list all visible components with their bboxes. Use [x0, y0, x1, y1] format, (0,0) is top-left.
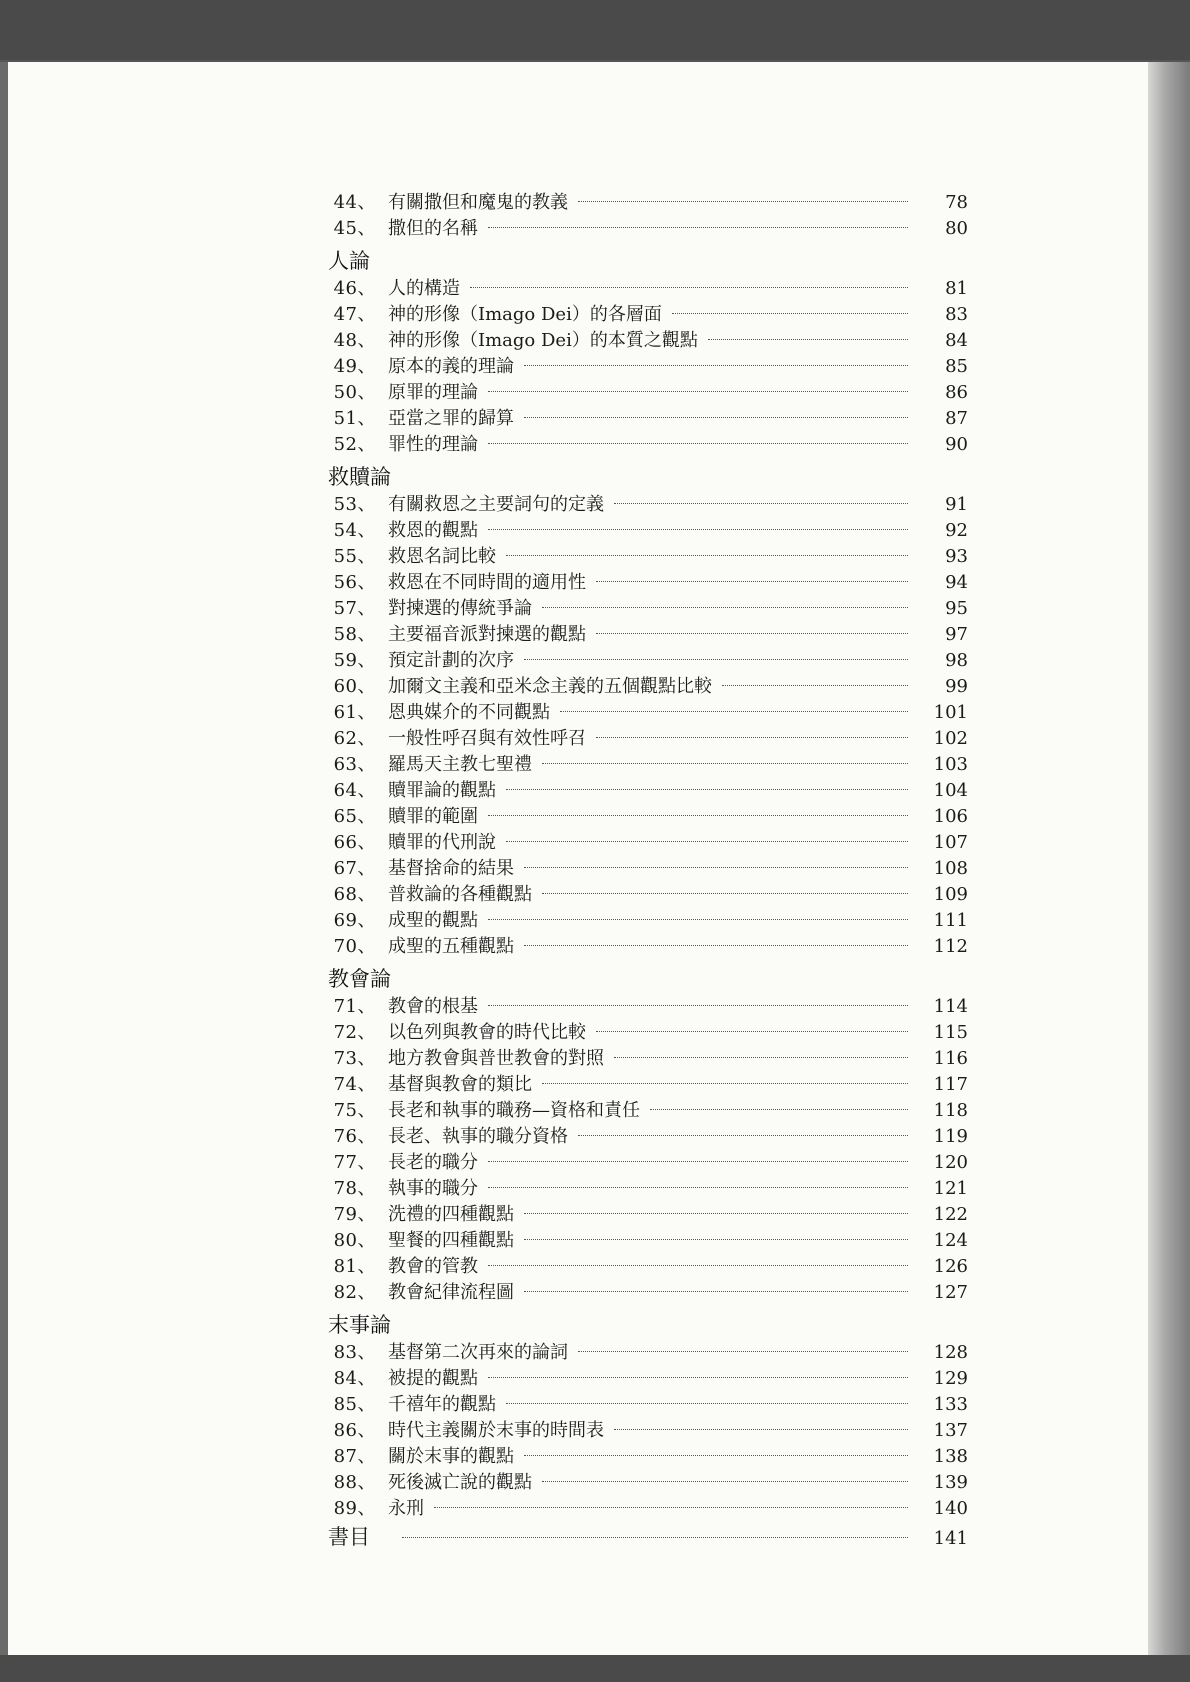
- entry-number: 75、: [333, 1100, 376, 1121]
- entry-title: 有關救恩之主要詞句的定義: [388, 494, 604, 515]
- entry-title: 撒但的名稱: [388, 218, 478, 239]
- entry-title: 教會的管教: [388, 1256, 478, 1277]
- entry-page-number: 106: [933, 806, 968, 827]
- toc-entry: [318, 994, 968, 1020]
- entry-number: 46、: [333, 278, 376, 299]
- section-heading: 人論: [328, 249, 370, 273]
- toc-entry: [318, 406, 968, 432]
- dot-leader: [506, 789, 908, 790]
- entry-title: 以色列與教會的時代比較: [388, 1022, 586, 1043]
- entry-page-number: 87: [945, 408, 968, 429]
- entry-title: 神的形像（Imago Dei）的本質之觀點: [388, 330, 698, 351]
- entry-title: 原罪的理論: [388, 382, 478, 403]
- dot-leader: [524, 365, 908, 366]
- toc-entry: [318, 518, 968, 544]
- toc-entry: [318, 1340, 968, 1366]
- toc-entry: [318, 596, 968, 622]
- entry-page-number: 126: [933, 1256, 968, 1277]
- entry-page-number: 115: [933, 1022, 968, 1043]
- dot-leader: [578, 201, 908, 202]
- dot-leader: [524, 1239, 908, 1240]
- entry-title: 死後滅亡說的觀點: [388, 1472, 532, 1493]
- scan-background-bottom: [0, 1655, 1190, 1682]
- toc-entry: [318, 1418, 968, 1444]
- toc-entry: [318, 216, 968, 242]
- entry-number: 55、: [333, 546, 376, 567]
- entry-number: 54、: [333, 520, 376, 541]
- entry-number: 72、: [333, 1022, 376, 1043]
- dot-leader: [488, 227, 908, 228]
- entry-page-number: 78: [945, 192, 968, 213]
- dot-leader: [614, 1429, 908, 1430]
- toc-entry: [318, 700, 968, 726]
- entry-title: 恩典媒介的不同觀點: [388, 702, 550, 723]
- entry-number: 82、: [333, 1282, 376, 1303]
- dot-leader: [488, 1265, 908, 1266]
- entry-title: 贖罪論的觀點: [388, 780, 496, 801]
- toc-entry: [318, 1176, 968, 1202]
- entry-title: 教會紀律流程圖: [388, 1282, 514, 1303]
- dot-leader: [542, 1481, 908, 1482]
- entry-number: 84、: [333, 1368, 376, 1389]
- dot-leader: [542, 607, 908, 608]
- entry-title: 加爾文主義和亞米念主義的五個觀點比較: [388, 676, 712, 697]
- bibliography-title: 書目: [328, 1525, 370, 1549]
- entry-number: 60、: [333, 676, 376, 697]
- entry-page-number: 109: [933, 884, 968, 905]
- entry-title: 長老和執事的職務—資格和責任: [388, 1100, 640, 1121]
- entry-number: 56、: [333, 572, 376, 593]
- entry-number: 89、: [333, 1498, 376, 1519]
- toc-entry: [318, 1150, 968, 1176]
- entry-title: 關於末事的觀點: [388, 1446, 514, 1467]
- toc-entry: [318, 380, 968, 406]
- toc-entry: [318, 1392, 968, 1418]
- dot-leader: [488, 1187, 908, 1188]
- entry-page-number: 102: [933, 728, 968, 749]
- dot-leader: [506, 1403, 908, 1404]
- dot-leader: [708, 339, 908, 340]
- entry-number: 48、: [333, 330, 376, 351]
- dot-leader: [402, 1537, 908, 1538]
- entry-page-number: 128: [933, 1342, 968, 1363]
- toc-entry: [318, 570, 968, 596]
- toc-entry: [318, 830, 968, 856]
- entry-title: 有關撒但和魔鬼的教義: [388, 192, 568, 213]
- entry-title: 成聖的觀點: [388, 910, 478, 931]
- entry-number: 51、: [333, 408, 376, 429]
- dot-leader: [488, 443, 908, 444]
- entry-number: 77、: [333, 1152, 376, 1173]
- toc-entry: [318, 1202, 968, 1228]
- toc-entry: [318, 1254, 968, 1280]
- entry-number: 47、: [333, 304, 376, 325]
- entry-page-number: 83: [945, 304, 968, 325]
- entry-title: 教會的根基: [388, 996, 478, 1017]
- entry-page-number: 140: [933, 1498, 968, 1519]
- bibliography-page-number: 141: [933, 1528, 968, 1549]
- table-of-contents: [318, 190, 968, 1552]
- entry-number: 65、: [333, 806, 376, 827]
- dot-leader: [578, 1351, 908, 1352]
- entry-page-number: 111: [933, 910, 968, 931]
- entry-page-number: 121: [933, 1178, 968, 1199]
- entry-number: 45、: [333, 218, 376, 239]
- dot-leader: [614, 503, 908, 504]
- toc-entry: [318, 882, 968, 908]
- entry-page-number: 95: [945, 598, 968, 619]
- toc-entry: [318, 726, 968, 752]
- entry-number: 67、: [333, 858, 376, 879]
- entry-title: 救恩在不同時間的適用性: [388, 572, 586, 593]
- entry-page-number: 80: [945, 218, 968, 239]
- entry-page-number: 93: [945, 546, 968, 567]
- dot-leader: [524, 659, 908, 660]
- toc-entry-bibliography: [318, 1522, 968, 1552]
- dot-leader: [542, 893, 908, 894]
- entry-number: 49、: [333, 356, 376, 377]
- section-heading: 教會論: [328, 967, 391, 991]
- entry-page-number: 97: [945, 624, 968, 645]
- entry-number: 86、: [333, 1420, 376, 1441]
- dot-leader: [542, 1083, 908, 1084]
- entry-page-number: 103: [933, 754, 968, 775]
- dot-leader: [650, 1109, 908, 1110]
- entry-page-number: 104: [933, 780, 968, 801]
- entry-page-number: 117: [933, 1074, 968, 1095]
- entry-number: 70、: [333, 936, 376, 957]
- scan-background-left: [0, 62, 8, 1657]
- entry-number: 58、: [333, 624, 376, 645]
- entry-title: 罪性的理論: [388, 434, 478, 455]
- dot-leader: [524, 1291, 908, 1292]
- entry-number: 71、: [333, 996, 376, 1017]
- entry-number: 81、: [333, 1256, 376, 1277]
- dot-leader: [524, 1455, 908, 1456]
- toc-entry: [318, 1098, 968, 1124]
- section-heading: 救贖論: [328, 465, 391, 489]
- toc-entry: [318, 1124, 968, 1150]
- entry-number: 53、: [333, 494, 376, 515]
- entry-page-number: 124: [933, 1230, 968, 1251]
- dot-leader: [488, 1005, 908, 1006]
- entry-title: 聖餐的四種觀點: [388, 1230, 514, 1251]
- entry-title: 千禧年的觀點: [388, 1394, 496, 1415]
- entry-page-number: 84: [945, 330, 968, 351]
- entry-page-number: 91: [945, 494, 968, 515]
- entry-page-number: 108: [933, 858, 968, 879]
- toc-entry: [318, 752, 968, 778]
- entry-number: 69、: [333, 910, 376, 931]
- toc-entry: [318, 302, 968, 328]
- entry-page-number: 122: [933, 1204, 968, 1225]
- entry-page-number: 127: [933, 1282, 968, 1303]
- entry-number: 73、: [333, 1048, 376, 1069]
- entry-title: 基督第二次再來的論詞: [388, 1342, 568, 1363]
- entry-number: 62、: [333, 728, 376, 749]
- scan-background-top: [0, 0, 1190, 60]
- entry-title: 成聖的五種觀點: [388, 936, 514, 957]
- entry-number: 64、: [333, 780, 376, 801]
- dot-leader: [488, 1377, 908, 1378]
- entry-page-number: 138: [933, 1446, 968, 1467]
- entry-title: 永刑: [388, 1498, 424, 1519]
- dot-leader: [488, 529, 908, 530]
- entry-page-number: 94: [945, 572, 968, 593]
- dot-leader: [614, 1057, 908, 1058]
- entry-title: 對揀選的傳統爭論: [388, 598, 532, 619]
- toc-entry: [318, 908, 968, 934]
- entry-page-number: 129: [933, 1368, 968, 1389]
- toc-entry: [318, 328, 968, 354]
- entry-title: 救恩名詞比較: [388, 546, 496, 567]
- entry-title: 羅馬天主教七聖禮: [388, 754, 532, 775]
- toc-entry: [318, 1020, 968, 1046]
- entry-number: 80、: [333, 1230, 376, 1251]
- toc-entry: [318, 1228, 968, 1254]
- entry-number: 74、: [333, 1074, 376, 1095]
- toc-entry: [318, 432, 968, 458]
- toc-entry: [318, 354, 968, 380]
- entry-page-number: 139: [933, 1472, 968, 1493]
- dot-leader: [488, 815, 908, 816]
- entry-page-number: 101: [933, 702, 968, 723]
- dot-leader: [524, 417, 908, 418]
- entry-page-number: 98: [945, 650, 968, 671]
- toc-entry: [318, 190, 968, 216]
- entry-number: 66、: [333, 832, 376, 853]
- dot-leader: [506, 555, 908, 556]
- entry-title: 人的構造: [388, 278, 460, 299]
- entry-number: 88、: [333, 1472, 376, 1493]
- entry-title: 洗禮的四種觀點: [388, 1204, 514, 1225]
- entry-number: 52、: [333, 434, 376, 455]
- entry-number: 78、: [333, 1178, 376, 1199]
- dot-leader: [488, 1161, 908, 1162]
- entry-page-number: 81: [945, 278, 968, 299]
- entry-number: 44、: [333, 192, 376, 213]
- entry-page-number: 112: [933, 936, 968, 957]
- entry-title: 執事的職分: [388, 1178, 478, 1199]
- toc-entry: [318, 622, 968, 648]
- entry-number: 61、: [333, 702, 376, 723]
- page-edge-shadow: [1148, 62, 1190, 1662]
- entry-page-number: 107: [933, 832, 968, 853]
- entry-title: 原本的義的理論: [388, 356, 514, 377]
- entry-title: 贖罪的代刑說: [388, 832, 496, 853]
- dot-leader: [524, 1213, 908, 1214]
- entry-title: 一般性呼召與有效性呼召: [388, 728, 586, 749]
- entry-number: 85、: [333, 1394, 376, 1415]
- toc-entry: [318, 1280, 968, 1306]
- dot-leader: [470, 287, 908, 288]
- dot-leader: [672, 313, 908, 314]
- dot-leader: [434, 1507, 908, 1508]
- entry-title: 被提的觀點: [388, 1368, 478, 1389]
- toc-entry: [318, 648, 968, 674]
- entry-page-number: 119: [933, 1126, 968, 1147]
- entry-page-number: 114: [933, 996, 968, 1017]
- entry-title: 主要福音派對揀選的觀點: [388, 624, 586, 645]
- entry-number: 57、: [333, 598, 376, 619]
- entry-number: 87、: [333, 1446, 376, 1467]
- entry-title: 贖罪的範圍: [388, 806, 478, 827]
- entry-title: 神的形像（Imago Dei）的各層面: [388, 304, 662, 325]
- entry-title: 長老、執事的職分資格: [388, 1126, 568, 1147]
- toc-entry: [318, 934, 968, 960]
- toc-entry: [318, 492, 968, 518]
- entry-page-number: 99: [945, 676, 968, 697]
- entry-page-number: 118: [933, 1100, 968, 1121]
- entry-number: 59、: [333, 650, 376, 671]
- dot-leader: [722, 685, 908, 686]
- section-heading: 末事論: [328, 1313, 391, 1337]
- toc-entry: [318, 778, 968, 804]
- dot-leader: [524, 867, 908, 868]
- entry-number: 83、: [333, 1342, 376, 1363]
- dot-leader: [506, 841, 908, 842]
- toc-entry: [318, 1366, 968, 1392]
- entry-page-number: 116: [933, 1048, 968, 1069]
- dot-leader: [596, 737, 908, 738]
- entry-title: 亞當之罪的歸算: [388, 408, 514, 429]
- dot-leader: [560, 711, 908, 712]
- entry-number: 68、: [333, 884, 376, 905]
- entry-title: 時代主義關於末事的時間表: [388, 1420, 604, 1441]
- toc-entry: [318, 804, 968, 830]
- entry-page-number: 120: [933, 1152, 968, 1173]
- dot-leader: [596, 1031, 908, 1032]
- dot-leader: [596, 581, 908, 582]
- entry-number: 76、: [333, 1126, 376, 1147]
- dot-leader: [488, 391, 908, 392]
- toc-entry: [318, 1444, 968, 1470]
- entry-number: 63、: [333, 754, 376, 775]
- entry-title: 地方教會與普世教會的對照: [388, 1048, 604, 1069]
- dot-leader: [542, 763, 908, 764]
- entry-number: 50、: [333, 382, 376, 403]
- toc-entry: [318, 1072, 968, 1098]
- dot-leader: [578, 1135, 908, 1136]
- entry-title: 基督捨命的結果: [388, 858, 514, 879]
- dot-leader: [596, 633, 908, 634]
- toc-entry: [318, 1496, 968, 1522]
- toc-entry: [318, 1046, 968, 1072]
- entry-page-number: 137: [933, 1420, 968, 1441]
- entry-title: 預定計劃的次序: [388, 650, 514, 671]
- entry-number: 79、: [333, 1204, 376, 1225]
- entry-title: 普救論的各種觀點: [388, 884, 532, 905]
- toc-entry: [318, 674, 968, 700]
- toc-entry: [318, 276, 968, 302]
- dot-leader: [524, 945, 908, 946]
- entry-page-number: 86: [945, 382, 968, 403]
- dot-leader: [488, 919, 908, 920]
- entry-page-number: 90: [945, 434, 968, 455]
- toc-entry: [318, 544, 968, 570]
- entry-page-number: 92: [945, 520, 968, 541]
- entry-title: 基督與教會的類比: [388, 1074, 532, 1095]
- entry-page-number: 85: [945, 356, 968, 377]
- entry-page-number: 133: [933, 1394, 968, 1415]
- toc-entry: [318, 856, 968, 882]
- toc-entry: [318, 1470, 968, 1496]
- entry-title: 長老的職分: [388, 1152, 478, 1173]
- entry-title: 救恩的觀點: [388, 520, 478, 541]
